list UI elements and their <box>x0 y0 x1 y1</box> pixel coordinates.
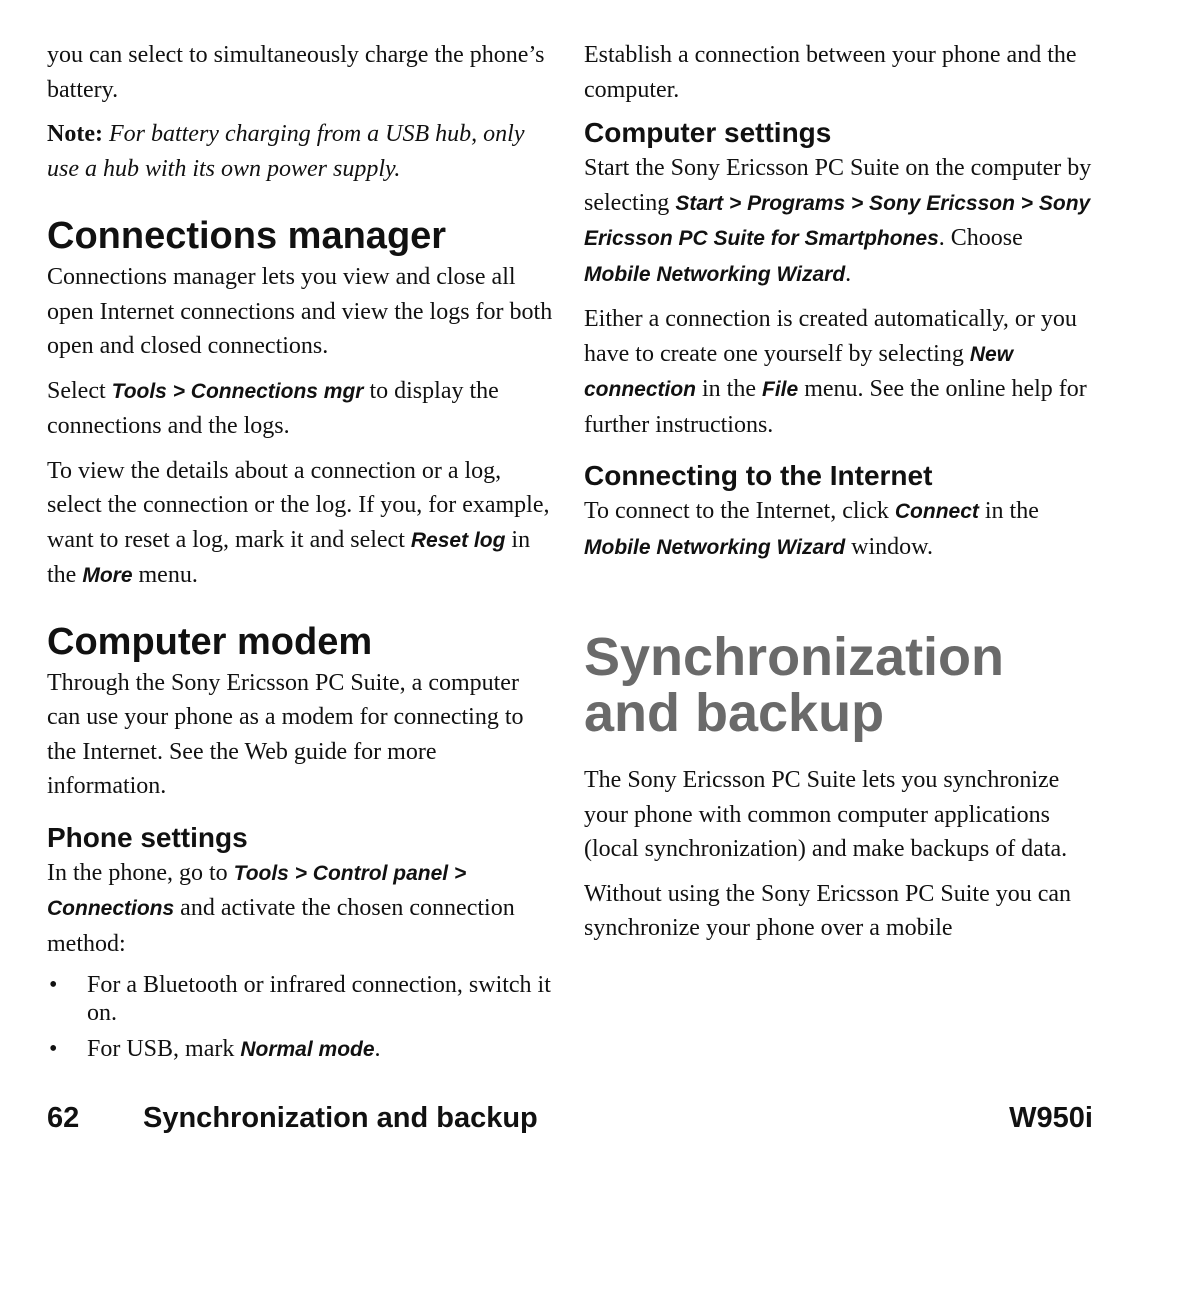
computer-modem-heading: Computer modem <box>47 620 373 663</box>
text-run: in the <box>696 376 763 402</box>
connecting-internet-heading: Connecting to the Internet <box>584 460 933 491</box>
note-label: Note: <box>47 121 103 147</box>
left-column <box>47 38 557 1072</box>
menu-item-reset-log: Reset log <box>410 528 506 552</box>
window-mobile-networking-wizard: Mobile Networking Wizard <box>584 535 846 559</box>
establish-connection-paragraph: Establish a connection between your phone and the computer. <box>584 42 1077 103</box>
connections-select-paragraph <box>47 374 557 444</box>
connect-internet-paragraph <box>584 494 1094 565</box>
sync-intro-paragraph: The Sony Ericsson PC Suite lets you synchronize your phone with common computer applications (local synchronization) and make backups of data. <box>584 767 1068 862</box>
computer-settings-paragraph <box>584 151 1094 292</box>
bullet: • <box>49 972 58 998</box>
bullet: • <box>49 1036 58 1062</box>
page-number: 62 <box>47 1102 80 1134</box>
connection-method-list <box>47 971 557 1064</box>
title-line: Synchronization <box>584 627 1005 687</box>
connections-intro: Connections manager lets you view and close all open Internet connections and view the logs for both open and closed connections. <box>47 264 553 359</box>
computer-settings-heading: Computer settings <box>584 117 832 148</box>
connections-details-paragraph <box>47 454 557 594</box>
text-run: In the phone, go to <box>47 859 234 886</box>
list-item <box>47 1035 557 1064</box>
text-run: To view the details about a connection or a log, select the connection or the log. If you, for example, want to reset a log, mark it and select <box>47 457 550 553</box>
button-connect: Connect <box>894 500 979 523</box>
text-run: To connect to the Internet, click <box>584 498 895 524</box>
footer-model: W950i <box>1009 1102 1093 1134</box>
text-run: window. <box>845 533 933 560</box>
menu-more: More <box>82 564 133 587</box>
menu-path-start-programs: Start > Programs > Sony Ericsson > Sony Ericsson PC Suite for Smartphones <box>584 191 1091 250</box>
sync-mobile-paragraph: Without using the Sony Ericsson PC Suite you can synchronize your phone over a mobile <box>584 880 1072 941</box>
title-line: and backup <box>584 683 885 743</box>
text-run: to display the connections and the logs. <box>47 377 499 439</box>
text-run: Either a connection is created automatically, or you have to create one yourself by selecting <box>584 306 1077 367</box>
modem-paragraph: Through the Sony Ericsson PC Suite, a computer can use your phone as a modem for connecting to the Internet. See the Web guide for more information. <box>47 669 524 799</box>
menu-file: File <box>762 378 799 401</box>
text-run: . <box>845 260 852 287</box>
phone-settings-heading: Phone settings <box>47 821 248 853</box>
note-body: For battery charging from a USB hub, only use a hub with its own power supply. <box>47 121 525 182</box>
text-run: Select <box>47 377 112 404</box>
text-run: Start the Sony Ericsson PC Suite on the computer by selecting <box>584 155 1092 216</box>
menu-path-connections-mgr: Tools > Connections mgr <box>111 379 364 403</box>
text-run: and activate the chosen connection method: <box>47 895 515 957</box>
menu-item-normal-mode: Normal mode <box>240 1038 375 1061</box>
page-footer <box>47 1098 1093 1138</box>
battery-paragraph: you can select to simultaneously charge the phone’s battery. <box>47 42 545 103</box>
menu-path-control-panel: Tools > Control panel > Connections <box>47 861 467 920</box>
note-paragraph <box>47 117 557 186</box>
text-run: . Choose <box>938 225 1023 251</box>
text-run: . <box>374 1036 381 1062</box>
synchronization-backup-title <box>584 629 1094 741</box>
new-connection-paragraph <box>584 302 1094 442</box>
text-run: For a Bluetooth or infrared connection, switch it on. <box>87 972 551 1026</box>
text-run: in the <box>978 498 1039 524</box>
text-run: in the <box>47 526 531 588</box>
phone-settings-paragraph <box>47 856 557 962</box>
text-run: menu. <box>132 562 198 588</box>
text-run: For USB, mark <box>87 1036 241 1062</box>
footer-section-title: Synchronization and backup <box>143 1102 538 1134</box>
text-run: menu. See the online help for further instructions. <box>584 376 1087 438</box>
menu-item-new-connection: New connection <box>584 342 1014 401</box>
menu-item-mobile-networking-wizard: Mobile Networking Wizard <box>584 262 846 286</box>
connections-manager-heading: Connections manager <box>47 215 447 257</box>
list-item <box>47 971 557 1027</box>
right-column <box>584 38 1094 956</box>
